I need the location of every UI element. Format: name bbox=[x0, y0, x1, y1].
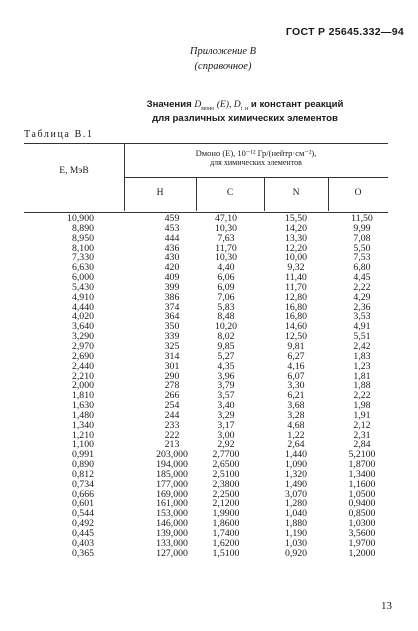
table-cell: 430 bbox=[164, 252, 180, 264]
table-cell: 9,81 bbox=[287, 340, 305, 352]
table-cell: 2,64 bbox=[287, 439, 305, 451]
table-cell: 1,2000 bbox=[348, 547, 376, 559]
table-cell: 10,00 bbox=[284, 252, 308, 264]
table-cell: 10,900 bbox=[67, 213, 94, 224]
table-cell: 12,80 bbox=[284, 291, 308, 303]
table-cell: 459 bbox=[164, 213, 180, 224]
caption-d2-sub: i bbox=[240, 105, 243, 112]
table-cell: 4,40 bbox=[217, 262, 235, 274]
table-cell: 3,57 bbox=[217, 390, 235, 402]
table-cell: 2,6500 bbox=[212, 459, 240, 471]
table-cell: 6,06 bbox=[217, 272, 235, 284]
table-cell: 127,000 bbox=[156, 547, 188, 559]
table-cell: 4,68 bbox=[287, 419, 305, 431]
table-cell: 0,544 bbox=[71, 508, 94, 520]
table-cell: 1,490 bbox=[284, 478, 308, 490]
table-cell: 0,890 bbox=[71, 459, 94, 471]
table-cell: 4,020 bbox=[71, 311, 94, 323]
table-cell: 222 bbox=[164, 429, 180, 441]
table-cell: 2,42 bbox=[353, 340, 371, 352]
table-cell: 4,29 bbox=[353, 291, 371, 303]
table-cell: 213 bbox=[164, 439, 180, 451]
table-cell: 2,84 bbox=[353, 439, 371, 451]
table-cell: 2,1200 bbox=[212, 498, 240, 510]
table-cell: 7,63 bbox=[217, 232, 235, 244]
table-cell: 7,53 bbox=[353, 252, 371, 264]
table-cell: 3,79 bbox=[217, 380, 235, 392]
table-cell: 3,96 bbox=[217, 370, 235, 382]
table-cell: 254 bbox=[164, 400, 180, 412]
table-cell: 3,290 bbox=[71, 331, 94, 343]
table-cell: 1,090 bbox=[284, 459, 308, 471]
table-cell: 1,340 bbox=[71, 419, 94, 431]
table-cell: 2,3800 bbox=[212, 478, 240, 490]
table-cell: 1,320 bbox=[284, 468, 308, 480]
table-cell: 1,0500 bbox=[348, 488, 376, 500]
table-cell: 314 bbox=[164, 350, 180, 362]
table-cell: 436 bbox=[164, 242, 180, 254]
table-cell: 4,91 bbox=[353, 321, 371, 333]
table-cell: 1,0300 bbox=[348, 518, 376, 530]
table-cell: 11,50 bbox=[351, 213, 373, 224]
column-header-o: O bbox=[354, 188, 362, 198]
table-cell: 1,030 bbox=[284, 537, 308, 549]
table-cell: 3,17 bbox=[217, 419, 235, 431]
table-cell: 185,000 bbox=[156, 468, 188, 480]
table-cell: 1,83 bbox=[353, 350, 371, 362]
table-cell: 278 bbox=[164, 380, 180, 392]
table-cell: 8,48 bbox=[217, 311, 235, 323]
table-cell: 13,30 bbox=[284, 232, 308, 244]
appendix-title: Приложение В bbox=[189, 46, 257, 57]
column-n bbox=[270, 214, 322, 559]
table-cell: 6,21 bbox=[287, 390, 305, 402]
table-cell: 16,80 bbox=[284, 311, 308, 323]
column-o bbox=[336, 214, 388, 559]
table-cell: 161,000 bbox=[156, 498, 188, 510]
header-subrule bbox=[124, 177, 388, 178]
table-cell: 4,45 bbox=[353, 272, 371, 284]
table-cell: 153,000 bbox=[156, 508, 188, 520]
table-cell: 453 bbox=[164, 222, 180, 234]
caption-e-arg: (E), bbox=[214, 99, 234, 110]
table-cell: 3,00 bbox=[217, 429, 235, 441]
table-cell: 386 bbox=[164, 291, 180, 303]
table-cell: 177,000 bbox=[156, 478, 188, 490]
table-caption-line1 bbox=[100, 99, 390, 112]
column-header-h: H bbox=[156, 188, 164, 198]
table-cell: 8,950 bbox=[71, 232, 94, 244]
table-cell: 0,365 bbox=[71, 547, 94, 559]
table-cell: 3,40 bbox=[217, 400, 235, 412]
table-cell: 1,7400 bbox=[212, 528, 240, 539]
table-cell: 2,12 bbox=[353, 419, 371, 431]
table-cell: 0,492 bbox=[71, 518, 94, 530]
dose-header-line1: Dмоно (E), 10⁻¹² Гр/(нейтр·см⁻²), bbox=[195, 148, 317, 158]
table-cell: 7,06 bbox=[217, 291, 235, 303]
column-header-energy: E, МэВ bbox=[59, 166, 89, 176]
table-cell: 4,440 bbox=[71, 301, 94, 313]
table-cell: 444 bbox=[164, 232, 180, 244]
table-cell: 1,440 bbox=[284, 449, 308, 461]
table-cell: 2,210 bbox=[71, 370, 94, 382]
standard-header: ГОСТ Р 25645.332—94 bbox=[285, 26, 404, 38]
table-cell: 2,22 bbox=[353, 390, 371, 402]
table-cell: 2,690 bbox=[71, 350, 94, 362]
column-header-dose bbox=[124, 148, 388, 168]
table-cell: 6,07 bbox=[287, 370, 305, 382]
table-cell: 2,000 bbox=[71, 380, 94, 392]
table-cell: 339 bbox=[164, 331, 180, 343]
table-cell: 1,98 bbox=[353, 400, 371, 412]
table-cell: 169,000 bbox=[156, 488, 188, 500]
table-cell: 1,5100 bbox=[212, 547, 240, 559]
table-cell: 7,330 bbox=[71, 252, 94, 264]
table-cell: 16,80 bbox=[284, 301, 308, 313]
table-cell: 12,20 bbox=[284, 242, 308, 254]
table-cell: 0,812 bbox=[71, 468, 94, 480]
column-header-c: C bbox=[226, 188, 234, 198]
table-cell: 0,666 bbox=[71, 488, 94, 500]
table-cell: 1,9700 bbox=[348, 537, 376, 549]
table-cell: 2,2500 bbox=[212, 488, 240, 500]
table-label: Таблица В.1 bbox=[24, 129, 94, 140]
table-cell: 47,10 bbox=[214, 213, 238, 224]
table-cell: 1,1600 bbox=[348, 478, 376, 490]
table-cell: 5,2100 bbox=[348, 449, 376, 461]
table-cell: 1,23 bbox=[353, 360, 371, 372]
table-cell: 5,83 bbox=[217, 301, 235, 313]
table-cell: 2,92 bbox=[217, 439, 235, 451]
caption-d2-sub2: н bbox=[245, 105, 249, 112]
table-cell: 5,27 bbox=[217, 350, 235, 362]
table-cell: 2,31 bbox=[353, 429, 371, 441]
table-cell: 1,210 bbox=[71, 429, 94, 441]
table-cell: 1,100 bbox=[71, 439, 94, 451]
table-cell: 1,88 bbox=[353, 380, 371, 392]
table-cell: 2,5100 bbox=[212, 468, 240, 480]
table-cell: 4,910 bbox=[71, 291, 94, 303]
table-cell: 364 bbox=[164, 311, 180, 323]
dose-header-line2: для химических элементов bbox=[210, 158, 302, 167]
table-cell: 1,480 bbox=[71, 409, 94, 421]
table-cell: 3,5600 bbox=[348, 528, 376, 539]
table-cell: 194,000 bbox=[156, 459, 188, 471]
table-cell: 244 bbox=[164, 409, 180, 421]
table-cell: 1,9900 bbox=[212, 508, 240, 520]
page-number: 13 bbox=[381, 600, 392, 612]
table-cell: 2,7700 bbox=[212, 449, 240, 461]
table-cell: 6,27 bbox=[287, 350, 305, 362]
table-cell: 3,070 bbox=[284, 488, 308, 500]
caption-d2: D bbox=[233, 99, 241, 110]
table-cell: 14,60 bbox=[284, 321, 308, 333]
table-cell: 399 bbox=[164, 281, 180, 293]
table-cell: 0,991 bbox=[71, 449, 94, 461]
table-cell: 139,000 bbox=[156, 528, 188, 539]
table-cell: 11,70 bbox=[285, 281, 307, 293]
table-cell: 8,02 bbox=[217, 331, 235, 343]
caption-suffix: и констант реакций bbox=[248, 99, 344, 110]
table-cell: 3,29 bbox=[217, 409, 235, 421]
table-cell: 5,50 bbox=[353, 242, 371, 254]
table-cell: 146,000 bbox=[156, 518, 188, 530]
table-cell: 1,22 bbox=[287, 429, 305, 441]
table-cell: 3,53 bbox=[353, 311, 371, 323]
table-cell: 10,30 bbox=[214, 222, 238, 234]
table-cell: 409 bbox=[164, 272, 180, 284]
table-cell: 4,16 bbox=[287, 360, 305, 372]
column-h bbox=[148, 214, 196, 559]
table-cell: 233 bbox=[164, 419, 180, 431]
table-cell: 7,08 bbox=[353, 232, 371, 244]
table-cell: 9,85 bbox=[217, 340, 235, 352]
table-caption-line2: для различных химических элементов bbox=[152, 113, 338, 124]
table-cell: 325 bbox=[164, 340, 180, 352]
table-cell: 1,630 bbox=[71, 400, 94, 412]
table-cell: 2,970 bbox=[71, 340, 94, 352]
table-cell: 14,20 bbox=[284, 222, 308, 234]
table-cell: 3,640 bbox=[71, 321, 94, 333]
table-cell: 10,20 bbox=[214, 321, 238, 333]
table-cell: 11,40 bbox=[285, 272, 307, 284]
table-cell: 1,81 bbox=[353, 370, 371, 382]
table-cell: 1,280 bbox=[284, 498, 308, 510]
table-cell: 420 bbox=[164, 262, 180, 274]
table-cell: 0,734 bbox=[71, 478, 94, 490]
table-cell: 301 bbox=[164, 360, 180, 372]
table-cell: 1,040 bbox=[284, 508, 308, 520]
column-c bbox=[196, 214, 256, 559]
table-cell: 2,440 bbox=[71, 360, 94, 372]
caption-prefix: Значения bbox=[146, 99, 195, 110]
table-cell: 6,80 bbox=[353, 262, 371, 274]
table-cell: 4,35 bbox=[217, 360, 235, 372]
table-cell: 1,880 bbox=[284, 518, 308, 530]
table-cell: 0,403 bbox=[71, 537, 94, 549]
caption-d-sub: моно bbox=[201, 105, 215, 112]
table-cell: 1,8700 bbox=[348, 459, 376, 471]
column-energy bbox=[38, 214, 94, 559]
table-cell: 5,51 bbox=[353, 331, 371, 343]
table-cell: 3,28 bbox=[287, 409, 305, 421]
table-cell: 0,601 bbox=[71, 498, 94, 510]
table-cell: 5,430 bbox=[71, 281, 94, 293]
column-header-n: N bbox=[292, 188, 300, 198]
table-cell: 1,810 bbox=[71, 390, 94, 402]
table-cell: 10,30 bbox=[214, 252, 238, 264]
table-cell: 350 bbox=[164, 321, 180, 333]
table-cell: 2,22 bbox=[353, 281, 371, 293]
table-cell: 8,100 bbox=[71, 242, 94, 254]
table-cell: 9,32 bbox=[287, 262, 305, 274]
table-cell: 0,9400 bbox=[348, 498, 376, 510]
table-cell: 1,91 bbox=[353, 409, 371, 421]
table-cell: 1,6200 bbox=[212, 537, 240, 549]
table-cell: 2,36 bbox=[353, 301, 371, 313]
table-cell: 203,000 bbox=[156, 449, 188, 461]
table-cell: 12,50 bbox=[284, 331, 308, 343]
caption-d: D bbox=[194, 99, 202, 110]
table-cell: 1,8600 bbox=[212, 518, 240, 530]
table-cell: 6,09 bbox=[217, 281, 235, 293]
table-cell: 11,70 bbox=[215, 242, 237, 254]
table-cell: 1,190 bbox=[284, 528, 308, 539]
table-cell: 6,000 bbox=[71, 272, 94, 284]
table-cell: 8,890 bbox=[71, 222, 94, 234]
table-cell: 15,50 bbox=[284, 213, 308, 224]
table-cell: 266 bbox=[164, 390, 180, 402]
table-cell: 0,8500 bbox=[348, 508, 376, 520]
table-cell: 6,630 bbox=[71, 262, 94, 274]
table-cell: 0,920 bbox=[284, 547, 308, 559]
table-cell: 1,3400 bbox=[348, 468, 376, 480]
table-cell: 3,30 bbox=[287, 380, 305, 392]
table-cell: 3,68 bbox=[287, 400, 305, 412]
table-cell: 9,99 bbox=[353, 222, 371, 234]
appendix-subtitle: (справочное) bbox=[194, 61, 252, 72]
table-cell: 0,445 bbox=[71, 528, 94, 539]
table-cell: 133,000 bbox=[156, 537, 188, 549]
table-cell: 290 bbox=[164, 370, 180, 382]
table-cell: 374 bbox=[164, 301, 180, 313]
